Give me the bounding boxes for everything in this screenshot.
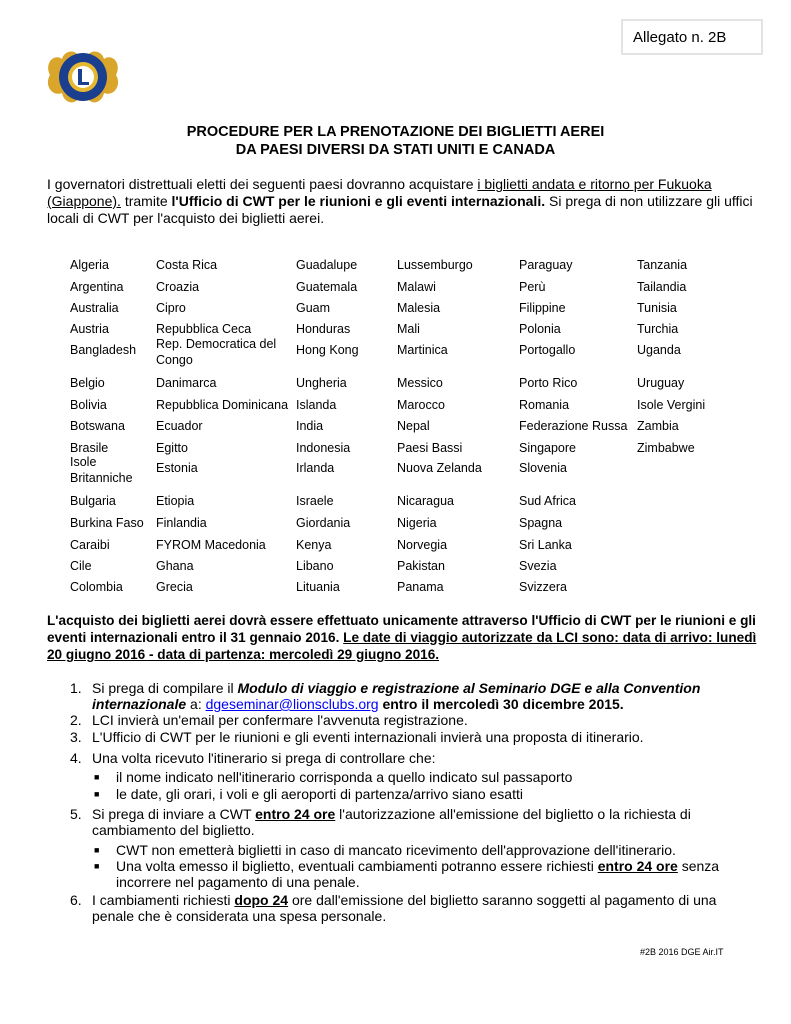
step-number: 4. bbox=[70, 750, 82, 766]
country-cell: Martinica bbox=[397, 343, 448, 357]
country-cell: Guatemala bbox=[296, 280, 358, 294]
country-cell: Estonia bbox=[156, 461, 198, 475]
step-4-bullet-2: le date, gli orari, i voli e gli aeroporti di partenza/arrivo siano esatti bbox=[116, 786, 523, 802]
country-cell: Isole Vergini bbox=[637, 398, 706, 412]
country-cell: Colombia bbox=[70, 580, 123, 594]
step-5 bbox=[92, 806, 732, 838]
country-cell: Repubblica Dominicana bbox=[156, 398, 289, 412]
country-cell: Ecuador bbox=[156, 419, 203, 433]
country-cell: Tunisia bbox=[637, 301, 677, 315]
country-cell: Australia bbox=[70, 301, 119, 315]
country-cell: Caraibi bbox=[70, 538, 110, 552]
lions-international-logo bbox=[44, 45, 122, 109]
document-title-line1: PROCEDURE PER LA PRENOTAZIONE DEI BIGLIETTI AEREI bbox=[186, 124, 605, 140]
country-cell: Polonia bbox=[519, 322, 561, 336]
country-cell: Repubblica Ceca bbox=[156, 322, 252, 336]
country-cell: Isole Britanniche bbox=[70, 455, 133, 485]
country-cell: Finlandia bbox=[156, 516, 207, 530]
step-deadline: dopo 24 bbox=[234, 892, 289, 908]
intro-text: tramite bbox=[120, 193, 172, 209]
step-5-bullet-1: CWT non emetterà biglietti in caso di mancato ricevimento dell'approvazione dell'itinerario. bbox=[116, 842, 676, 858]
country-cell: FYROM Macedonia bbox=[156, 538, 266, 552]
country-cell: Uganda bbox=[637, 343, 681, 357]
country-cell: Tanzania bbox=[637, 258, 688, 272]
country-cell: Zimbabwe bbox=[637, 441, 695, 455]
country-cell: Bulgaria bbox=[70, 494, 116, 508]
country-cell: Tailandia bbox=[637, 280, 687, 294]
country-cell: Romania bbox=[519, 398, 570, 412]
country-cell: Guadalupe bbox=[296, 258, 358, 272]
country-cell: Islanda bbox=[296, 398, 337, 412]
country-cell: Guam bbox=[296, 301, 331, 315]
country-cell: Paraguay bbox=[519, 258, 573, 272]
travel-dates: Le date di viaggio autorizzate da LCI sono: data di arrivo: lunedì 20 giugno 2016 - data di partenza: mercoledì 29 giugno 2016. bbox=[47, 630, 757, 662]
email-link[interactable]: dgeseminar@lionsclubs.org bbox=[205, 696, 379, 712]
country-cell: Marocco bbox=[397, 398, 445, 412]
country-cell: Cile bbox=[70, 559, 92, 573]
step-number: 6. bbox=[70, 892, 82, 908]
country-cell: Ungheria bbox=[296, 376, 347, 390]
country-cell: Nicaragua bbox=[397, 494, 454, 508]
country-cell: Paesi Bassi bbox=[397, 441, 463, 455]
country-cell: Lituania bbox=[296, 580, 340, 594]
country-cell: Svezia bbox=[519, 559, 557, 573]
purchase-notice bbox=[47, 612, 762, 663]
country-cell: Nigeria bbox=[397, 516, 437, 530]
country-cell: Messico bbox=[397, 376, 443, 390]
travel-form-name: Modulo di viaggio e registrazione al Seminario DGE e alla Convention internazionale bbox=[92, 680, 701, 712]
step-deadline: entro 24 ore bbox=[597, 858, 678, 874]
country-cell: Algeria bbox=[70, 258, 109, 272]
country-cell: Kenya bbox=[296, 538, 332, 552]
intro-text: Si prega di non utilizzare gli uffici locali di CWT per l'acquisto dei biglietti aerei. bbox=[47, 193, 753, 226]
country-cell: Austria bbox=[70, 322, 109, 336]
country-cell: Argentina bbox=[70, 280, 124, 294]
country-cell: Bangladesh bbox=[70, 343, 137, 357]
bullet-icon: ■ bbox=[94, 845, 100, 855]
country-cell: Rep. Democratica del Congo bbox=[156, 337, 277, 367]
country-cell: Cipro bbox=[156, 301, 186, 315]
country-cell: Honduras bbox=[296, 322, 351, 336]
intro-destination: i biglietti andata e ritorno per Fukuoka (Giappone). bbox=[47, 176, 712, 209]
country-cell: Brasile bbox=[70, 441, 109, 455]
country-cell: Sri Lanka bbox=[519, 538, 572, 552]
country-cell: Egitto bbox=[156, 441, 188, 455]
step-text: ore dall'emissione del biglietto saranno soggetti al pagamento di una penale che è considerata una spesa personale. bbox=[92, 892, 717, 924]
intro-paragraph bbox=[47, 176, 762, 227]
country-cell: Filippine bbox=[519, 301, 566, 315]
step-text: senza incorrere nel pagamento di una penale. bbox=[116, 858, 720, 890]
step-text: l'autorizzazione all'emissione del biglietto o la richiesta di cambiamento del biglietto. bbox=[92, 806, 691, 838]
country-cell: Nuova Zelanda bbox=[397, 461, 482, 475]
country-cell: Panama bbox=[397, 580, 444, 594]
country-cell: Zambia bbox=[637, 419, 679, 433]
country-cell: Lussemburgo bbox=[397, 258, 473, 272]
country-cell: Malawi bbox=[397, 280, 436, 294]
step-text: Si prega di compilare il bbox=[92, 680, 238, 696]
country-cell: Porto Rico bbox=[519, 376, 578, 390]
country-cell: Pakistan bbox=[397, 559, 445, 573]
step-deadline: entro 24 ore bbox=[255, 806, 336, 822]
country-cell: Singapore bbox=[519, 441, 576, 455]
step-text: I cambiamenti richiesti bbox=[92, 892, 235, 908]
step-deadline: entro il mercoledì 30 dicembre 2015. bbox=[378, 696, 624, 712]
country-cell: Ghana bbox=[156, 559, 194, 573]
country-cell: Uruguay bbox=[637, 376, 685, 390]
step-number: 3. bbox=[70, 729, 82, 745]
country-cell: Norvegia bbox=[397, 538, 448, 552]
country-cell: Burkina Faso bbox=[70, 516, 144, 530]
bullet-icon: ■ bbox=[94, 772, 100, 782]
country-cell: Federazione Russa bbox=[519, 419, 628, 433]
country-cell: Indonesia bbox=[296, 441, 351, 455]
step-5-bullet-2 bbox=[116, 858, 746, 890]
purchase-deadline: L'acquisto dei biglietti aerei dovrà essere effettuato unicamente attraverso l'Ufficio di CWT per le riunioni e gli eventi internazionali entro il 31 gennaio 2016. bbox=[47, 613, 756, 645]
document-title-line2: DA PAESI DIVERSI DA STATI UNITI E CANADA bbox=[235, 142, 556, 158]
step-text: Una volta emesso il biglietto, eventuali cambiamenti potranno essere richiesti bbox=[116, 858, 598, 874]
attachment-label: Allegato n. 2B bbox=[621, 19, 763, 55]
country-cell: Malesia bbox=[397, 301, 441, 315]
country-cell: Slovenia bbox=[519, 461, 567, 475]
country-cell: Hong Kong bbox=[296, 343, 359, 357]
country-cell: Belgio bbox=[70, 376, 105, 390]
step-number: 5. bbox=[70, 806, 82, 822]
country-cell: Giordania bbox=[296, 516, 351, 530]
country-cell: Mali bbox=[397, 322, 420, 336]
step-text: Si prega di inviare a CWT bbox=[92, 806, 256, 822]
country-cell: Danimarca bbox=[156, 376, 217, 390]
country-cell: Croazia bbox=[156, 280, 200, 294]
intro-text: I governatori distrettuali eletti dei seguenti paesi dovranno acquistare bbox=[47, 176, 478, 192]
country-cell: Irlanda bbox=[296, 461, 335, 475]
country-cell: Grecia bbox=[156, 580, 193, 594]
step-number: 1. bbox=[70, 680, 82, 696]
step-number: 2. bbox=[70, 712, 82, 728]
country-cell: Etiopia bbox=[156, 494, 195, 508]
step-3: L'Ufficio di CWT per le riunioni e gli eventi internazionali invierà una proposta di itinerario. bbox=[92, 729, 644, 745]
step-4-bullet-1: il nome indicato nell'itinerario corrisponda a quello indicato sul passaporto bbox=[116, 769, 573, 785]
step-6 bbox=[92, 892, 737, 924]
country-cell: India bbox=[296, 419, 324, 433]
country-cell: Svizzera bbox=[519, 580, 567, 594]
step-1 bbox=[92, 680, 742, 712]
country-cell: Portogallo bbox=[519, 343, 576, 357]
country-cell: Sud Africa bbox=[519, 494, 576, 508]
country-cell: Libano bbox=[296, 559, 334, 573]
step-4: Una volta ricevuto l'itinerario si prega di controllare che: bbox=[92, 750, 436, 766]
intro-cwt-office: l'Ufficio di CWT per le riunioni e gli eventi internazionali. bbox=[171, 193, 546, 209]
country-cell: Nepal bbox=[397, 419, 430, 433]
country-cell: Perù bbox=[519, 280, 546, 294]
country-cell: Costa Rica bbox=[156, 258, 218, 272]
bullet-icon: ■ bbox=[94, 861, 100, 871]
country-cell: Botswana bbox=[70, 419, 125, 433]
footer-code: #2B 2016 DGE Air.IT bbox=[640, 947, 724, 957]
step-2: LCI invierà un'email per confermare l'avvenuta registrazione. bbox=[92, 712, 468, 728]
bullet-icon: ■ bbox=[94, 789, 100, 799]
country-cell: Spagna bbox=[519, 516, 563, 530]
country-cell: Turchia bbox=[637, 322, 679, 336]
country-cell: Israele bbox=[296, 494, 334, 508]
step-text: a: bbox=[186, 696, 206, 712]
country-cell: Bolivia bbox=[70, 398, 107, 412]
